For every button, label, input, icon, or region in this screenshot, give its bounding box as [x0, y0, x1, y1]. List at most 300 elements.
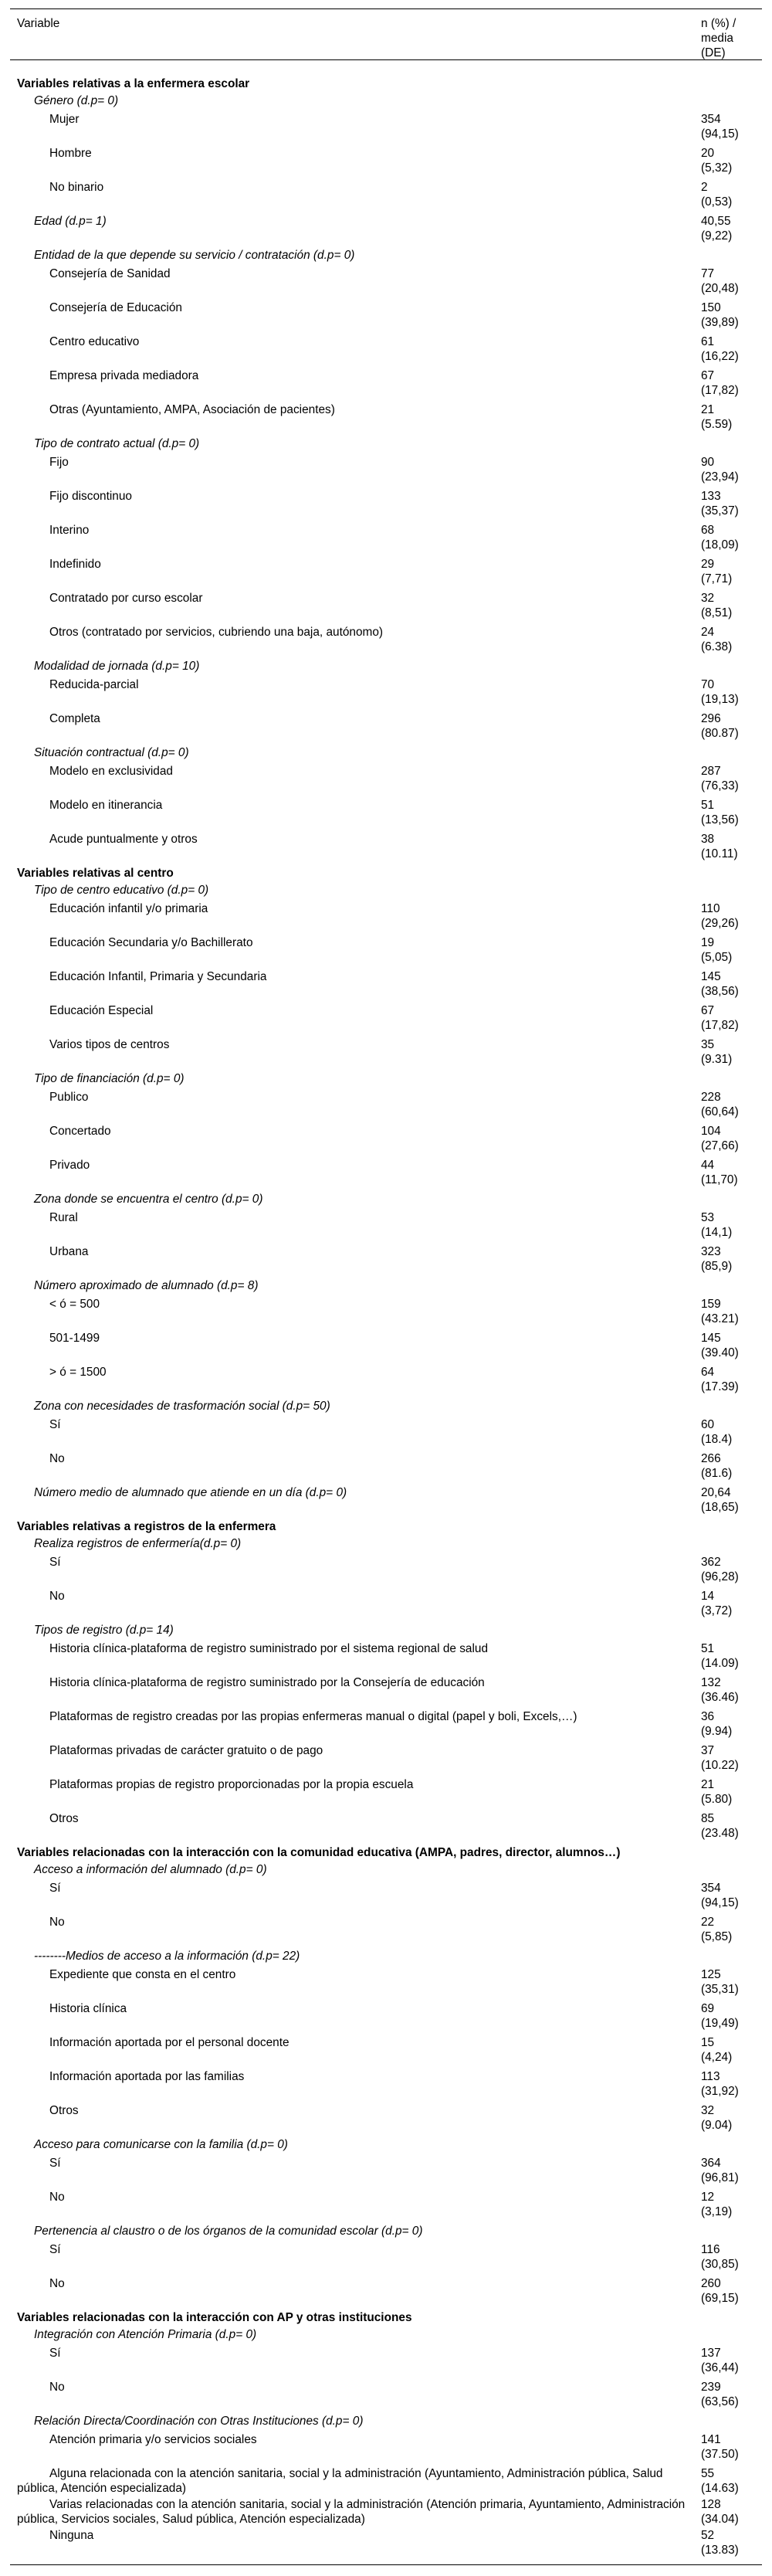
row-n: 362	[701, 1556, 721, 1569]
header-value-line: media	[701, 32, 733, 45]
row-value	[701, 901, 763, 931]
table-row	[0, 2188, 772, 2222]
table-row	[0, 110, 772, 144]
row-percent: (34.04)	[701, 2513, 739, 2526]
row-n: 24	[701, 626, 715, 639]
row-n: 110	[701, 902, 720, 915]
row-percent: (11,70)	[701, 1173, 738, 1186]
row-n: 2	[701, 181, 708, 194]
row-n: 60	[701, 1418, 715, 1431]
row-n: 21	[701, 1778, 715, 1791]
row-label: Educación Secundaria y/o Bachillerato	[49, 936, 253, 949]
row-value	[701, 2497, 763, 2527]
row-label: Educación Infantil, Primaria y Secundaria	[49, 970, 267, 983]
group-subtitle: Tipo de financiación (d.p= 0)	[34, 1072, 185, 1085]
row-n: 116	[701, 2243, 720, 2256]
row-value	[701, 1881, 763, 1910]
row-value	[701, 1967, 763, 1997]
row-n: 22	[701, 1916, 715, 1929]
table-row	[0, 2034, 772, 2068]
row-n: 61	[701, 335, 715, 348]
table-row	[0, 1553, 772, 1587]
row-label: Varios tipos de centros	[49, 1038, 170, 1051]
table-body	[0, 67, 772, 2576]
row-value	[701, 368, 763, 398]
row-percent: (94,15)	[701, 127, 739, 141]
row-percent: (43.21)	[701, 1312, 739, 1325]
table-row	[0, 1209, 772, 1243]
group-subtitle: Acceso para comunicarse con la familia (d.p= 0)	[34, 2138, 288, 2151]
row-percent: (29,26)	[701, 917, 739, 930]
table-row	[0, 1416, 772, 1450]
header-value-line: (DE)	[701, 46, 726, 59]
table-row	[0, 1002, 772, 1036]
row-label: Urbana	[49, 1245, 89, 1258]
row-percent: (14.63)	[701, 2482, 739, 2495]
row-value	[701, 969, 763, 999]
bottom-rule	[10, 2564, 762, 2565]
table-row	[0, 367, 772, 401]
table-row	[0, 2068, 772, 2102]
row-label: Concertado	[49, 1125, 111, 1138]
group-subtitle: Modalidad de jornada (d.p= 10)	[34, 660, 200, 673]
row-percent: (5.80)	[701, 1793, 733, 1806]
row-percent: (31,92)	[701, 2085, 739, 2098]
row-n: 323	[701, 1245, 721, 1258]
row-percent: (23.48)	[701, 1827, 739, 1840]
row-label: No	[49, 2381, 65, 2394]
table-row	[0, 2275, 772, 2309]
row-percent: (69,15)	[701, 2292, 739, 2305]
row-n: 37	[701, 1744, 715, 1757]
table-row	[0, 1088, 772, 1122]
section-title: Variables relativas a registros de la enfermera	[17, 1520, 276, 1533]
row-label: Modelo en itinerancia	[49, 799, 163, 812]
group-subtitle: Relación Directa/Coordinación con Otras Instituciones (d.p= 0)	[34, 2415, 364, 2428]
row-n: 51	[701, 799, 715, 812]
row-percent: (5,05)	[701, 951, 733, 964]
row-value	[701, 1589, 763, 1618]
row-n: 67	[701, 369, 715, 382]
row-label: Sí	[49, 1556, 61, 1569]
row-label: Plataformas privadas de carácter gratuito o de pago	[49, 1744, 323, 1757]
row-value	[701, 798, 763, 827]
row-n: 32	[701, 592, 715, 605]
row-percent: (23,94)	[701, 470, 739, 484]
table-row	[0, 1295, 772, 1329]
row-label: Consejería de Sanidad	[49, 267, 171, 280]
table-row	[0, 144, 772, 178]
row-n: 150	[701, 301, 721, 314]
row-value	[701, 2001, 763, 2031]
row-value	[701, 1158, 763, 1187]
row-percent: (94,15)	[701, 1896, 739, 1909]
row-value	[701, 1090, 763, 1119]
table-row	[0, 265, 772, 299]
row-percent: (3,72)	[701, 1604, 733, 1617]
table-row	[0, 796, 772, 830]
row-value	[701, 557, 763, 586]
row-percent: (17.39)	[701, 1380, 739, 1393]
row-percent: (27,66)	[701, 1139, 739, 1152]
row-value	[701, 1365, 763, 1394]
row-value	[701, 2528, 763, 2557]
row-label: > ó = 1500	[49, 1366, 107, 1379]
row-label: Plataformas propias de registro proporcionadas por la propia escuela	[49, 1778, 414, 1791]
row-label: Interino	[49, 524, 90, 537]
row-value	[701, 1037, 763, 1067]
header-value-line: n (%) /	[701, 17, 736, 30]
row-label: Contratado por curso escolar	[49, 592, 203, 605]
row-n: 266	[701, 1452, 721, 1465]
table-row	[0, 676, 772, 710]
row-value	[701, 625, 763, 654]
group-subtitle: Acceso a información del alumnado (d.p= 0)	[34, 1863, 267, 1876]
section-title: Variables relativas al centro	[17, 867, 174, 880]
row-n: 296	[701, 712, 721, 725]
row-percent: (0,53)	[701, 195, 733, 209]
group-subtitle: Tipo de contrato actual (d.p= 0)	[34, 437, 200, 450]
row-percent: (96,81)	[701, 2171, 739, 2184]
row-label: Sí	[49, 2243, 61, 2256]
row-n: 137	[701, 2347, 721, 2360]
row-label: No	[49, 2277, 65, 2290]
section-title: Variables relacionadas con la interacción con la comunidad educativa (AMPA, padres, director, alumnos…)	[17, 1846, 621, 1859]
row-label: Fijo	[49, 456, 69, 469]
row-n: 90	[701, 456, 715, 469]
row-percent: (18.4)	[701, 1433, 733, 1446]
row-label: Acude puntualmente y otros	[49, 833, 198, 846]
table-row	[0, 1036, 772, 1070]
row-label: Alguna relacionada con la atención sanitaria, social y la administración (Ayuntamiento, Administración pública, Salud pública, Atención especializada)	[17, 2467, 663, 2495]
row-percent: (17,82)	[701, 384, 739, 397]
row-value	[701, 489, 763, 518]
row-label: Atención primaria y/o servicios sociales	[49, 2433, 257, 2446]
table-row	[0, 1243, 772, 1277]
row-value	[701, 935, 763, 965]
table-row	[0, 1913, 772, 1947]
table-row	[0, 2000, 772, 2034]
row-label: Historia clínica-plataforma de registro suministrado por la Consejería de educación	[49, 1676, 485, 1689]
row-percent: (5,32)	[701, 161, 733, 175]
row-percent: (19,49)	[701, 2017, 739, 2030]
row-percent: (5.59)	[701, 418, 733, 431]
row-percent: (81.6)	[701, 1467, 733, 1480]
row-label: Publico	[49, 1091, 89, 1104]
row-n: 52	[701, 2529, 715, 2542]
row-n: 44	[701, 1159, 715, 1172]
row-percent: (76,33)	[701, 779, 739, 792]
table-row	[0, 2154, 772, 2188]
row-value	[701, 180, 763, 209]
row-percent: (37.50)	[701, 2448, 739, 2461]
row-n: 14	[701, 1590, 715, 1603]
row-label: Ninguna	[49, 2529, 94, 2542]
group-subtitle: Tipo de centro educativo (d.p= 0)	[34, 884, 209, 897]
row-n: 15	[701, 2036, 715, 2049]
table-row	[0, 2344, 772, 2378]
row-percent: (9.04)	[701, 2119, 733, 2132]
row-value	[701, 2276, 763, 2306]
row-n: 364	[701, 2157, 721, 2170]
row-percent: (13.83)	[701, 2544, 739, 2557]
row-value	[701, 1743, 763, 1773]
row-label: Fijo discontinuo	[49, 490, 132, 503]
row-percent: (30,85)	[701, 2258, 739, 2271]
row-percent: (14.09)	[701, 1657, 739, 1670]
row-n: 228	[701, 1091, 721, 1104]
row-percent: (5,85)	[701, 1930, 733, 1943]
table-row	[0, 1810, 772, 1844]
row-value	[701, 2346, 763, 2375]
row-label: Sí	[49, 1418, 61, 1431]
table-row	[0, 299, 772, 333]
row-label: Privado	[49, 1159, 90, 1172]
row-percent: (80.87)	[701, 727, 739, 740]
row-value	[701, 2035, 763, 2065]
row-value	[701, 2466, 763, 2496]
table-row	[0, 178, 772, 212]
row-label: Modelo en exclusividad	[49, 765, 173, 778]
row-percent: (8,51)	[701, 606, 733, 619]
row-value	[701, 523, 763, 552]
row-n: 145	[701, 1332, 721, 1345]
table-row	[0, 401, 772, 435]
row-n: 53	[701, 1211, 715, 1224]
table-row	[0, 1966, 772, 2000]
group-subtitle: --------Medios de acceso a la información (d.p= 22)	[34, 1950, 300, 1963]
row-n: 69	[701, 2002, 715, 2015]
row-label: Edad (d.p= 1)	[34, 215, 107, 228]
row-value	[701, 1210, 763, 1240]
row-percent: (7,71)	[701, 572, 733, 585]
row-label: Mujer	[49, 113, 80, 126]
row-percent: (38,56)	[701, 985, 739, 998]
group-subtitle: Número aproximado de alumnado (d.p= 8)	[34, 1279, 259, 1292]
row-n: 21	[701, 403, 715, 416]
row-percent: (9.31)	[701, 1053, 733, 1066]
row-value	[701, 1451, 763, 1481]
table-row	[0, 333, 772, 367]
row-percent: (60,64)	[701, 1105, 739, 1118]
table-row	[0, 1776, 772, 1810]
row-label: Historia clínica-plataforma de registro suministrado por el sistema regional de salud	[49, 1642, 489, 1655]
group-subtitle: Realiza registros de enfermería(d.p= 0)	[34, 1537, 242, 1550]
row-value	[701, 1244, 763, 1274]
row-label: Sí	[49, 1882, 61, 1895]
table-row	[0, 2431, 772, 2465]
row-value	[701, 591, 763, 620]
row-value	[701, 266, 763, 296]
row-value	[701, 832, 763, 861]
row-value	[701, 1555, 763, 1584]
row-n: 141	[701, 2433, 721, 2446]
row-value	[701, 300, 763, 330]
row-percent: (4,24)	[701, 2051, 733, 2064]
row-value	[701, 2069, 763, 2099]
row-label: Sí	[49, 2157, 61, 2170]
row-value	[701, 214, 763, 243]
row-label: Empresa privada mediadora	[49, 369, 199, 382]
row-label: Número medio de alumnado que atiende en un día (d.p= 0)	[34, 1486, 347, 1499]
row-n: 85	[701, 1812, 715, 1825]
table-row	[0, 1674, 772, 1708]
table-row	[0, 1587, 772, 1621]
row-n: 145	[701, 970, 721, 983]
row-value	[701, 112, 763, 141]
row-percent: (35,31)	[701, 1983, 739, 1996]
table-header	[0, 8, 772, 67]
row-percent: (36,44)	[701, 2361, 739, 2374]
row-value	[701, 2380, 763, 2409]
row-n: 70	[701, 678, 715, 691]
table-row	[0, 521, 772, 555]
row-n: 20	[701, 147, 715, 160]
row-n: 287	[701, 765, 721, 778]
row-n: 35	[701, 1038, 715, 1051]
group-subtitle: Entidad de la que depende su servicio / contratación (d.p= 0)	[34, 249, 355, 262]
row-value	[701, 764, 763, 793]
row-n: 51	[701, 1642, 715, 1655]
row-n: 354	[701, 1882, 721, 1895]
row-n: 29	[701, 558, 715, 571]
row-percent: (13,56)	[701, 813, 739, 826]
row-n: 19	[701, 936, 715, 949]
table-row	[0, 1484, 772, 1518]
table-row	[0, 1708, 772, 1742]
row-label: Historia clínica	[49, 2002, 127, 2015]
row-n: 77	[701, 267, 715, 280]
group-subtitle: Situación contractual (d.p= 0)	[34, 746, 189, 759]
row-label: Plataformas de registro creadas por las propias enfermeras manual o digital (papel y boli, Excels,…)	[49, 1710, 577, 1723]
row-percent: (9.94)	[701, 1725, 733, 1738]
row-n: 133	[701, 490, 721, 503]
row-n: 64	[701, 1366, 715, 1379]
group-subtitle: Zona donde se encuentra el centro (d.p= 0)	[34, 1193, 263, 1206]
group-subtitle: Zona con necesidades de trasformación social (d.p= 50)	[34, 1400, 330, 1413]
row-n: 125	[701, 1968, 721, 1981]
table-row	[0, 900, 772, 934]
row-value	[701, 1417, 763, 1447]
row-n: 38	[701, 833, 715, 846]
table-row	[0, 2378, 772, 2412]
table-row	[0, 1122, 772, 1156]
table-row	[0, 1640, 772, 1674]
group-subtitle: Pertenencia al claustro o de los órganos de la comunidad escolar (d.p= 0)	[34, 2225, 423, 2238]
row-label: No	[49, 1916, 65, 1929]
row-n: 113	[701, 2070, 720, 2083]
row-value	[701, 402, 763, 432]
row-percent: (18,09)	[701, 538, 739, 552]
table-row	[0, 934, 772, 968]
row-label: Educación infantil y/o primaria	[49, 902, 208, 915]
row-n: 68	[701, 524, 715, 537]
row-label: No	[49, 2191, 65, 2204]
table-row	[0, 1879, 772, 1913]
row-value	[701, 1811, 763, 1841]
row-value	[701, 677, 763, 707]
row-percent: (6.38)	[701, 640, 733, 653]
row-value	[701, 146, 763, 175]
row-label: No	[49, 1590, 65, 1603]
group-subtitle: Género (d.p= 0)	[34, 94, 119, 107]
row-label: Otras (Ayuntamiento, AMPA, Asociación de pacientes)	[49, 403, 335, 416]
row-value	[701, 1641, 763, 1671]
row-percent: (85,9)	[701, 1260, 733, 1273]
row-label: < ó = 500	[49, 1298, 100, 1311]
row-n: 40,55	[701, 215, 731, 228]
table-row	[0, 212, 772, 246]
row-value	[701, 1003, 763, 1033]
row-n: 104	[701, 1125, 721, 1138]
row-percent: (20,48)	[701, 282, 739, 295]
table-row	[0, 762, 772, 796]
table-row	[0, 453, 772, 487]
row-percent: (96,28)	[701, 1570, 739, 1583]
row-label: Completa	[49, 712, 100, 725]
row-label: Indefinido	[49, 558, 101, 571]
row-value	[701, 1709, 763, 1739]
row-value	[701, 1331, 763, 1360]
row-label: Rural	[49, 1211, 78, 1224]
row-percent: (9,22)	[701, 229, 733, 243]
row-label: Varias relacionadas con la atención sanitaria, social y la administración (Atención primaria, Ayuntamiento, Administración pública, Servicios sociales, Salud pública, Atención especializada)	[17, 2498, 686, 2526]
row-percent: (63,56)	[701, 2395, 739, 2408]
row-label: Consejería de Educación	[49, 301, 182, 314]
table-row	[0, 1450, 772, 1484]
table-row	[0, 1363, 772, 1397]
row-value	[701, 1675, 763, 1705]
row-percent: (10.22)	[701, 1759, 739, 1772]
table-row	[0, 968, 772, 1002]
row-percent: (36.46)	[701, 1691, 739, 1704]
row-value	[701, 1124, 763, 1153]
row-percent: (14,1)	[701, 1226, 733, 1239]
table-row	[0, 2527, 772, 2561]
row-label: 501-1499	[49, 1332, 100, 1345]
row-percent: (3,19)	[701, 2205, 733, 2218]
table-row	[0, 2465, 772, 2496]
table-row	[0, 2102, 772, 2136]
row-percent: (17,82)	[701, 1019, 739, 1032]
table-row	[0, 830, 772, 864]
row-value	[701, 334, 763, 364]
section-title: Variables relacionadas con la interacción con AP y otras instituciones	[17, 2311, 412, 2324]
row-n: 128	[701, 2498, 721, 2511]
section-title: Variables relativas a la enfermera escolar	[17, 77, 250, 90]
table-row	[0, 1329, 772, 1363]
table-row	[0, 2496, 772, 2527]
row-percent: (39.40)	[701, 1346, 739, 1359]
table-row	[0, 2241, 772, 2275]
row-label: Información aportada por el personal docente	[49, 2036, 290, 2049]
table-row	[0, 589, 772, 623]
row-n: 260	[701, 2277, 721, 2290]
row-label: Educación Especial	[49, 1004, 154, 1017]
table-row	[0, 1742, 772, 1776]
table-row	[0, 710, 772, 744]
row-label: Expediente que consta en el centro	[49, 1968, 236, 1981]
row-n: 159	[701, 1298, 721, 1311]
row-label: Centro educativo	[49, 335, 140, 348]
header-value	[701, 16, 763, 60]
group-subtitle: Tipos de registro (d.p= 14)	[34, 1624, 174, 1637]
row-n: 239	[701, 2381, 721, 2394]
group-subtitle: Integración con Atención Primaria (d.p= 0)	[34, 2328, 257, 2341]
row-label: No binario	[49, 181, 104, 194]
table-row	[0, 623, 772, 657]
row-n: 20,64	[701, 1486, 731, 1499]
